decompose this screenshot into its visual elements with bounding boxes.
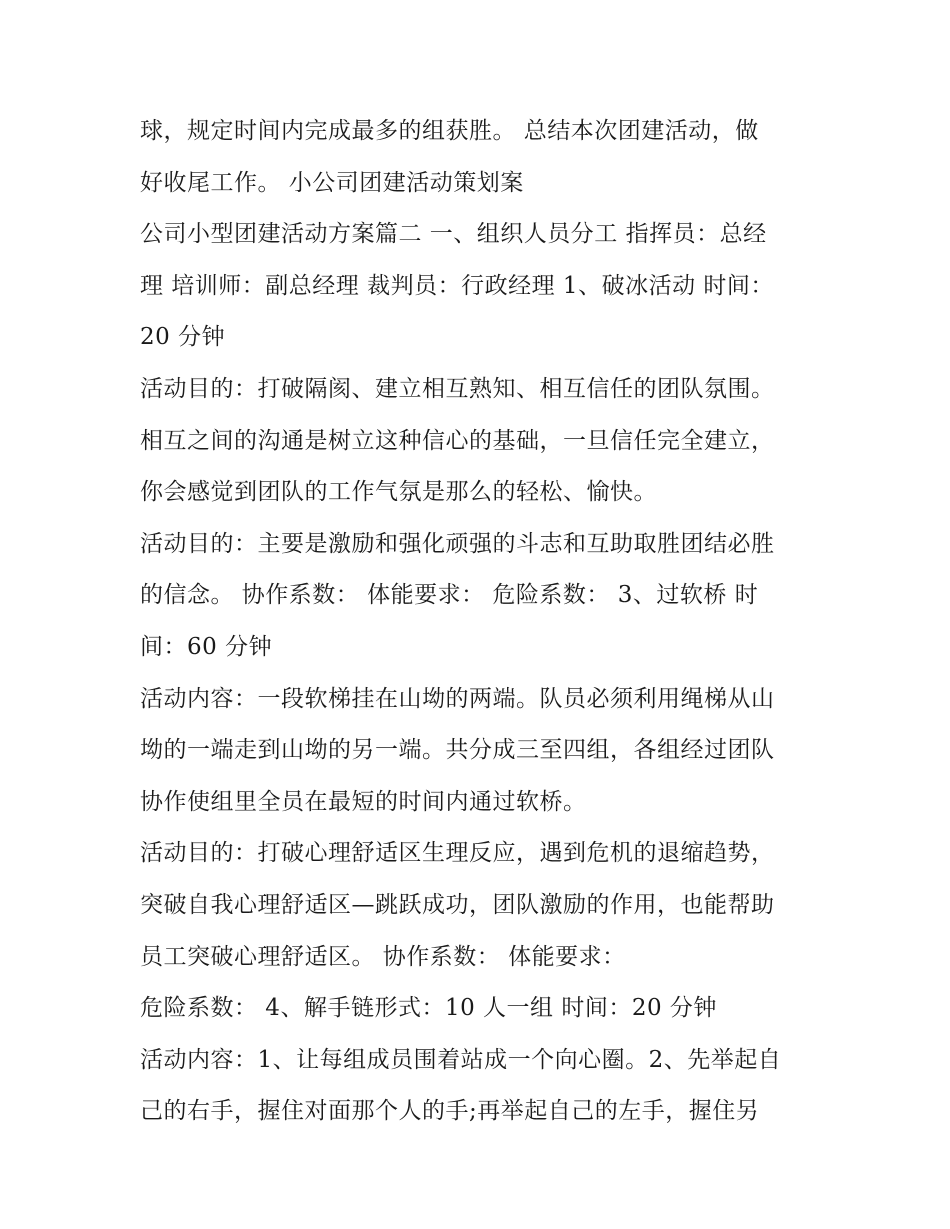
text-line: 间：60 分钟 xyxy=(140,633,273,660)
text-line: 好收尾工作。 小公司团建活动策划案 xyxy=(140,169,524,196)
text-line: 活动目的：打破隔阂、建立相互熟知、相互信任的团队氛围。 xyxy=(140,375,775,402)
text-line: 坳的一端走到山坳的另一端。共分成三至四组，各组经过团队 xyxy=(140,737,775,764)
text-line: 20 分钟 xyxy=(140,324,226,351)
text-line: 相互之间的沟通是树立这种信心的基础，一旦信任完全建立， xyxy=(140,427,775,454)
text-line: 理 培训师：副总经理 裁判员：行政经理 1、破冰活动 时间： xyxy=(140,272,774,299)
text-line: 活动目的：打破心理舒适区生理反应，遇到危机的退缩趋势， xyxy=(140,840,775,867)
text-line: 活动内容：一段软梯挂在山坳的两端。队员必须利用绳梯从山 xyxy=(140,685,775,712)
text-line: 你会感觉到团队的工作气氛是那么的轻松、愉快。 xyxy=(140,479,657,506)
text-line: 球，规定时间内完成最多的组获胜。 总结本次团建活动，做 xyxy=(140,118,759,144)
text-line: 员工突破心理舒适区。 协作系数： 体能要求： xyxy=(140,943,626,970)
text-line: 己的右手，握住对面那个人的手;再举起自己的左手，握住另 xyxy=(140,1098,760,1125)
text-line: 危险系数： 4、解手链形式：10 人一组 时间：20 分钟 xyxy=(140,995,717,1022)
text-line: 活动内容：1、让每组成员围着站成一个向心圈。2、先举起自 xyxy=(140,1046,782,1073)
document-body xyxy=(140,106,830,1138)
text-line: 协作使组里全员在最短的时间内通过软桥。 xyxy=(140,788,587,815)
text-line: 公司小型团建活动方案篇二 一、组织人员分工 指挥员：总经 xyxy=(140,221,767,248)
text-line: 突破自我心理舒适区—跳跃成功，团队激励的作用，也能帮助 xyxy=(140,891,775,918)
text-line: 活动目的：主要是激励和强化顽强的斗志和互助取胜团结必胜 xyxy=(140,530,775,557)
text-line: 的信念。 协作系数： 体能要求： 危险系数： 3、过软桥 时 xyxy=(140,582,759,609)
